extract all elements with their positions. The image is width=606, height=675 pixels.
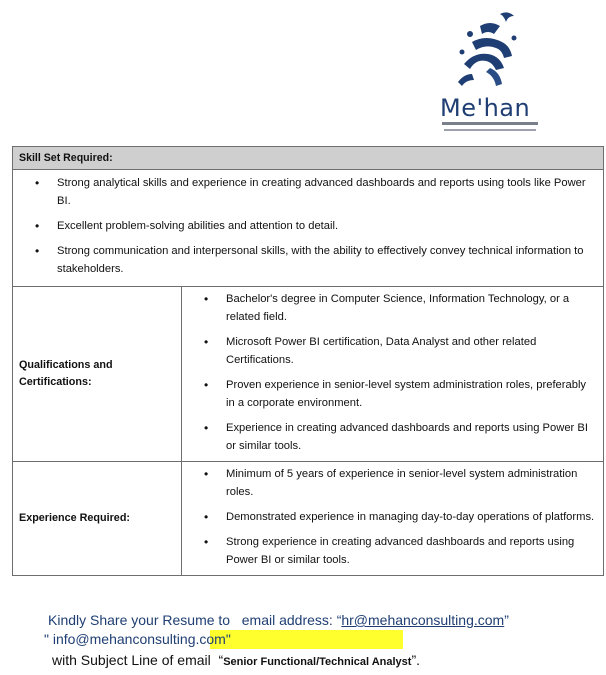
skill-set-heading: Skill Set Required:	[13, 147, 604, 170]
brand-tagline-english	[444, 129, 536, 131]
company-logo	[440, 8, 540, 138]
resume-instruction	[48, 612, 509, 628]
subject-line: Senior Functional/Technical Analyst	[223, 656, 412, 668]
list-item: • Microsoft Power BI certification, Data Analyst and other related Certifications.	[226, 333, 597, 369]
hr-email-link[interactable]: hr@mehanconsulting.com	[341, 612, 505, 628]
list-item: • Bachelor's degree in Computer Science, Information Technology, or a related field.	[226, 290, 597, 326]
list-item: • Strong analytical skills and experience in creating advanced dashboards and reports using tools like Power BI.	[57, 174, 597, 210]
list-item: • Demonstrated experience in managing day-to-day operations of platforms.	[226, 508, 597, 526]
logo-mark-icon	[450, 8, 530, 90]
subject-instruction	[52, 652, 420, 668]
qualifications-label: Qualifications and Certifications:	[13, 287, 182, 462]
list-item: • Experience in creating advanced dashboards and reports using Power BI or similar tools.	[226, 419, 597, 455]
highlight-mark	[210, 630, 403, 649]
requirements-table	[12, 146, 604, 576]
experience-label: Experience Required:	[13, 462, 182, 576]
list-item: • Strong communication and interpersonal skills, with the ability to effectively convey technical information to stakeholders.	[57, 242, 597, 278]
list-item: • Strong experience in creating advanced dashboards and reports using Power BI or similar tools.	[226, 533, 597, 569]
info-email: " info@mehanconsulting.com"	[44, 631, 231, 647]
brand-tagline-arabic	[442, 122, 538, 125]
list-item: • Excellent problem-solving abilities and attention to detail.	[57, 217, 597, 235]
skill-list	[19, 174, 597, 278]
subject-close: ”.	[411, 652, 421, 668]
list-item: • Proven experience in senior-level system administration roles, preferably in a corporate environment.	[226, 376, 597, 412]
brand-name: Me'han	[440, 94, 531, 122]
experience-list	[182, 465, 597, 569]
resume-instruction-text: Kindly Share your Resume to email address: “	[48, 612, 342, 628]
qualifications-list	[182, 290, 597, 455]
subject-instruction-text: with Subject Line of email “	[52, 652, 224, 668]
skill-set-cell	[13, 170, 604, 287]
experience-cell	[182, 462, 604, 576]
quote-close: ”	[504, 612, 509, 628]
list-item: • Minimum of 5 years of experience in senior-level system administration roles.	[226, 465, 597, 501]
contact-footer	[0, 608, 606, 675]
qualifications-cell	[182, 287, 604, 462]
